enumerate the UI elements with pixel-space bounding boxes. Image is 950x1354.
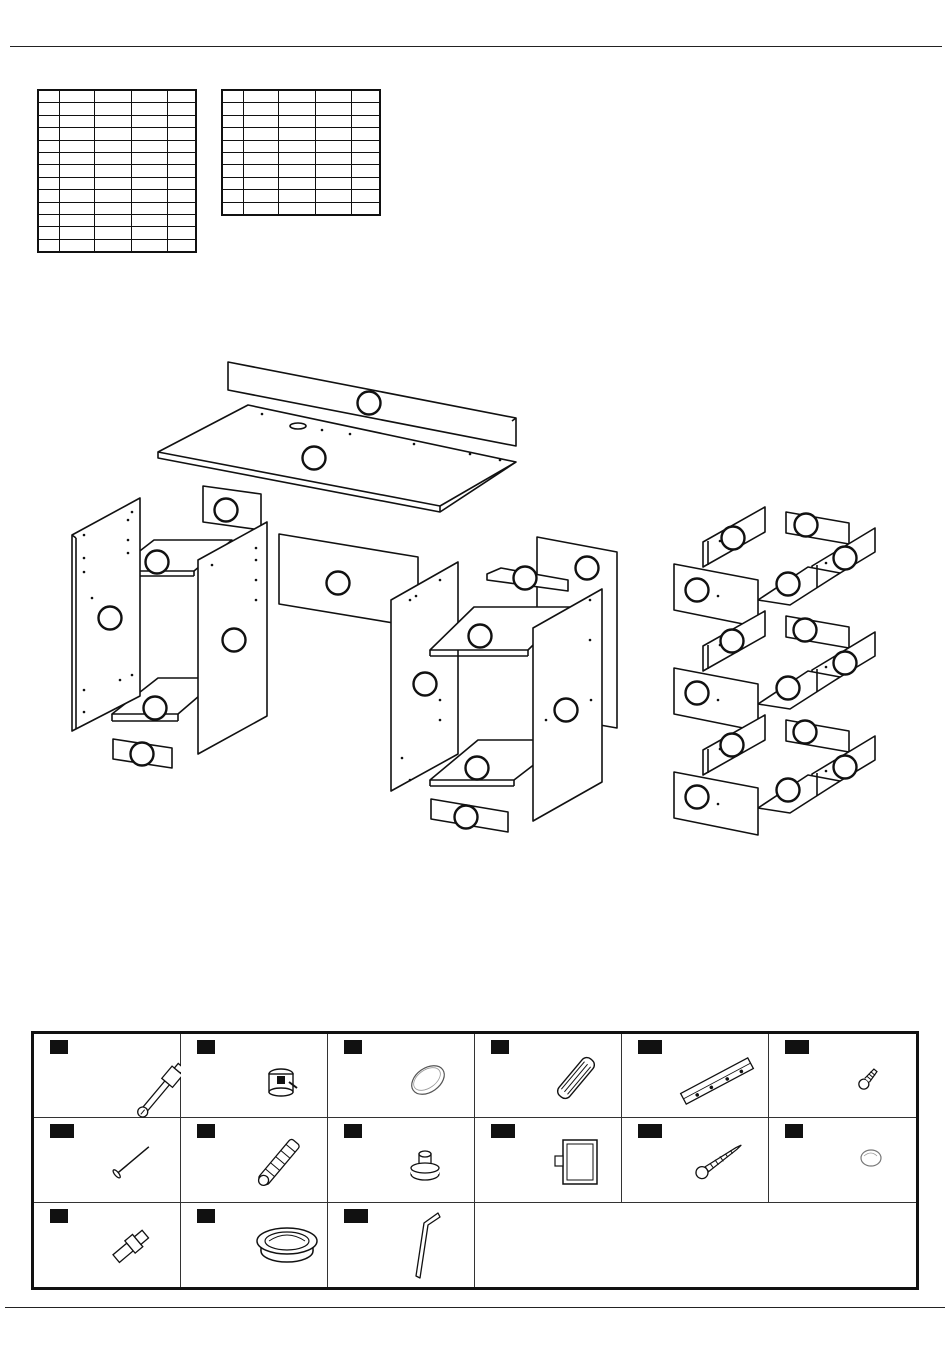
parts-table-cell <box>38 239 60 252</box>
parts-list-table-left <box>37 89 197 253</box>
parts-table-cell <box>38 152 60 164</box>
hardware-cell <box>622 1034 769 1118</box>
parts-table-cell <box>168 115 197 127</box>
parts-table-cell <box>132 90 168 103</box>
part-callout-circle <box>215 499 238 522</box>
parts-table-cell <box>60 128 95 140</box>
parts-table-row <box>38 128 196 140</box>
part-callout-circle <box>555 699 578 722</box>
part-callout-circle <box>131 743 154 766</box>
parts-table-cell <box>38 214 60 226</box>
part-callout-circle <box>794 721 817 744</box>
part-callout-circle <box>514 567 537 590</box>
parts-table-cell <box>60 140 95 152</box>
parts-table-cell <box>316 115 352 127</box>
parts-table-row <box>38 103 196 115</box>
hardware-cell <box>328 1118 475 1202</box>
part-callout-circle <box>466 757 489 780</box>
parts-table-cell <box>38 165 60 177</box>
parts-table-row <box>38 152 196 164</box>
parts-table-row <box>222 152 380 164</box>
parts-table-row <box>38 115 196 127</box>
parts-table-cell <box>279 165 316 177</box>
parts-table-cell <box>132 165 168 177</box>
parts-table-cell <box>60 190 95 202</box>
parts-table-cell <box>279 90 316 103</box>
part-callout-circle <box>146 551 169 574</box>
part-callout-circle <box>144 697 167 720</box>
parts-table-cell <box>132 190 168 202</box>
parts-table-cell <box>244 103 279 115</box>
parts-table-cell <box>316 177 352 189</box>
parts-table-cell <box>352 128 381 140</box>
parts-table-cell <box>38 140 60 152</box>
parts-table-cell <box>132 103 168 115</box>
parts-table-cell <box>168 227 197 239</box>
parts-table-row <box>222 177 380 189</box>
parts-table-cell <box>95 140 132 152</box>
parts-table-row <box>38 202 196 214</box>
parts-table-cell <box>279 140 316 152</box>
hardware-cell <box>328 1034 475 1118</box>
parts-table-cell <box>244 202 279 215</box>
hardware-cell <box>34 1203 181 1287</box>
parts-table-cell <box>316 165 352 177</box>
parts-table-row <box>222 128 380 140</box>
part-callout-circle <box>686 786 709 809</box>
part-callout-circle <box>795 514 818 537</box>
part-callout-circle <box>223 629 246 652</box>
parts-table-row <box>38 177 196 189</box>
wooden-dowel-icon <box>475 1034 622 1119</box>
parts-table-row <box>222 103 380 115</box>
exploded-assembly-diagram <box>0 300 950 860</box>
drawer-slide-icon <box>622 1034 769 1119</box>
bottom-divider <box>5 1307 945 1308</box>
parts-table-cell <box>60 239 95 252</box>
part-callout-circle <box>469 625 492 648</box>
parts-table-cell <box>132 115 168 127</box>
part-callout-circle <box>834 756 857 779</box>
hardware-cell <box>328 1203 475 1287</box>
parts-table-cell <box>222 128 244 140</box>
parts-table-cell <box>279 177 316 189</box>
cover-cap-icon <box>769 1118 916 1203</box>
parts-table-cell <box>95 227 132 239</box>
parts-table-cell <box>132 202 168 214</box>
parts-table-cell <box>222 190 244 202</box>
parts-table-cell <box>95 190 132 202</box>
part-callout-circle <box>777 573 800 596</box>
parts-table-cell <box>168 214 197 226</box>
parts-table-row <box>38 227 196 239</box>
hardware-cell <box>34 1118 181 1202</box>
parts-table-cell <box>222 103 244 115</box>
nail-icon <box>34 1118 181 1203</box>
parts-table-cell <box>95 128 132 140</box>
parts-table-cell <box>168 90 197 103</box>
parts-table-cell <box>279 152 316 164</box>
parts-table-row <box>222 190 380 202</box>
parts-table-cell <box>95 115 132 127</box>
adhesive-pad-icon <box>328 1034 475 1119</box>
parts-table-row <box>38 239 196 252</box>
parts-table-cell <box>244 165 279 177</box>
part-callout-circle <box>721 630 744 653</box>
parts-table-row <box>38 214 196 226</box>
hardware-cell <box>181 1118 328 1202</box>
parts-table-cell <box>279 202 316 215</box>
parts-table-cell <box>352 140 381 152</box>
parts-table-cell <box>95 239 132 252</box>
parts-table-cell <box>352 165 381 177</box>
hardware-fittings-grid <box>31 1031 919 1290</box>
parts-table-cell <box>95 152 132 164</box>
parts-table-cell <box>132 239 168 252</box>
parts-table-row <box>38 140 196 152</box>
hardware-cell <box>34 1034 181 1118</box>
part-callout-circle <box>777 779 800 802</box>
drawer-handle-icon <box>475 1118 622 1203</box>
parts-table-row <box>222 202 380 215</box>
hardware-cell <box>181 1034 328 1118</box>
wood-screw-icon <box>622 1118 769 1203</box>
parts-table-cell <box>60 227 95 239</box>
parts-table-cell <box>244 90 279 103</box>
parts-table-cell <box>168 177 197 189</box>
cam-bolt-icon <box>34 1034 181 1119</box>
parts-table-cell <box>279 190 316 202</box>
parts-table-cell <box>38 190 60 202</box>
parts-table-cell <box>38 103 60 115</box>
parts-table-row <box>222 115 380 127</box>
parts-table-cell <box>168 103 197 115</box>
parts-table-cell <box>132 214 168 226</box>
hardware-cell <box>475 1118 622 1202</box>
parts-table-cell <box>279 103 316 115</box>
parts-table-cell <box>222 115 244 127</box>
parts-table-cell <box>279 128 316 140</box>
part-callout-circle <box>455 806 478 829</box>
parts-table-cell <box>352 103 381 115</box>
hardware-cell <box>181 1203 328 1287</box>
hardware-cell <box>475 1034 622 1118</box>
parts-table-cell <box>352 90 381 103</box>
parts-table-cell <box>132 128 168 140</box>
parts-table-cell <box>60 202 95 214</box>
parts-table-cell <box>60 177 95 189</box>
parts-table-cell <box>95 214 132 226</box>
part-callout-circle <box>414 673 437 696</box>
parts-table-cell <box>244 177 279 189</box>
parts-table-cell <box>38 115 60 127</box>
parts-table-cell <box>132 227 168 239</box>
parts-table-cell <box>244 140 279 152</box>
part-callout-circle <box>99 607 122 630</box>
part-callout-circle <box>358 392 381 415</box>
parts-table-cell <box>38 177 60 189</box>
parts-table-cell <box>60 90 95 103</box>
parts-table-cell <box>316 103 352 115</box>
parts-table-cell <box>60 152 95 164</box>
parts-table-row <box>222 140 380 152</box>
part-callout-circle <box>303 447 326 470</box>
parts-table-cell <box>316 152 352 164</box>
parts-table-cell <box>168 128 197 140</box>
part-callout-circle <box>777 677 800 700</box>
parts-table-cell <box>95 202 132 214</box>
parts-table-cell <box>38 90 60 103</box>
parts-table-cell <box>38 227 60 239</box>
part-callout-circle <box>721 734 744 757</box>
parts-table-cell <box>244 152 279 164</box>
parts-table-row <box>222 165 380 177</box>
parts-table-cell <box>352 115 381 127</box>
parts-table-cell <box>316 202 352 215</box>
short-screw-icon <box>769 1034 916 1119</box>
allen-key-icon <box>328 1203 475 1288</box>
parts-table-cell <box>352 152 381 164</box>
parts-table-cell <box>244 128 279 140</box>
parts-table-cell <box>168 165 197 177</box>
parts-table-cell <box>60 214 95 226</box>
parts-table-cell <box>95 177 132 189</box>
parts-table-cell <box>352 202 381 215</box>
wall-anchor-icon <box>181 1118 328 1203</box>
parts-table-cell <box>279 115 316 127</box>
parts-table-cell <box>352 190 381 202</box>
parts-table-cell <box>316 90 352 103</box>
parts-table-cell <box>222 152 244 164</box>
parts-table-cell <box>60 115 95 127</box>
parts-table-cell <box>222 165 244 177</box>
parts-table-cell <box>244 190 279 202</box>
cam-lock-icon <box>181 1034 328 1119</box>
parts-table-cell <box>95 165 132 177</box>
parts-table-cell <box>132 177 168 189</box>
shelf-support-icon <box>328 1118 475 1203</box>
part-callout-circle <box>834 547 857 570</box>
parts-table-cell <box>95 90 132 103</box>
parts-table-cell <box>132 140 168 152</box>
parts-table-cell <box>60 165 95 177</box>
part-callout-circle <box>686 579 709 602</box>
parts-table-cell <box>38 128 60 140</box>
parts-table-cell <box>168 152 197 164</box>
hardware-cell <box>769 1034 916 1118</box>
shelf-pin-icon <box>34 1203 181 1288</box>
parts-table-cell <box>168 140 197 152</box>
cable-grommet-icon <box>181 1203 328 1288</box>
part-callout-circle <box>576 557 599 580</box>
hardware-cell <box>769 1118 916 1202</box>
parts-table-cell <box>222 90 244 103</box>
parts-table-cell <box>95 103 132 115</box>
parts-table-cell <box>222 140 244 152</box>
parts-table-cell <box>244 115 279 127</box>
parts-table-cell <box>352 177 381 189</box>
parts-table-cell <box>222 177 244 189</box>
hardware-cell <box>622 1118 769 1202</box>
parts-list-table-right <box>221 89 381 216</box>
parts-table-cell <box>316 128 352 140</box>
part-callout-circle <box>794 619 817 642</box>
parts-table-row <box>38 165 196 177</box>
parts-table-cell <box>316 190 352 202</box>
parts-table-cell <box>132 152 168 164</box>
parts-table-row <box>38 190 196 202</box>
parts-table-cell <box>316 140 352 152</box>
parts-table-row <box>38 90 196 103</box>
part-callout-circle <box>834 652 857 675</box>
part-callout-circle <box>686 682 709 705</box>
top-divider <box>10 46 942 47</box>
part-callout-circle <box>722 527 745 550</box>
parts-table-cell <box>168 239 197 252</box>
parts-table-cell <box>60 103 95 115</box>
hardware-empty-area <box>475 1203 916 1287</box>
parts-table-cell <box>222 202 244 215</box>
parts-table-cell <box>168 190 197 202</box>
parts-table-cell <box>38 202 60 214</box>
parts-table-cell <box>168 202 197 214</box>
part-callout-circle <box>327 572 350 595</box>
parts-table-row <box>222 90 380 103</box>
